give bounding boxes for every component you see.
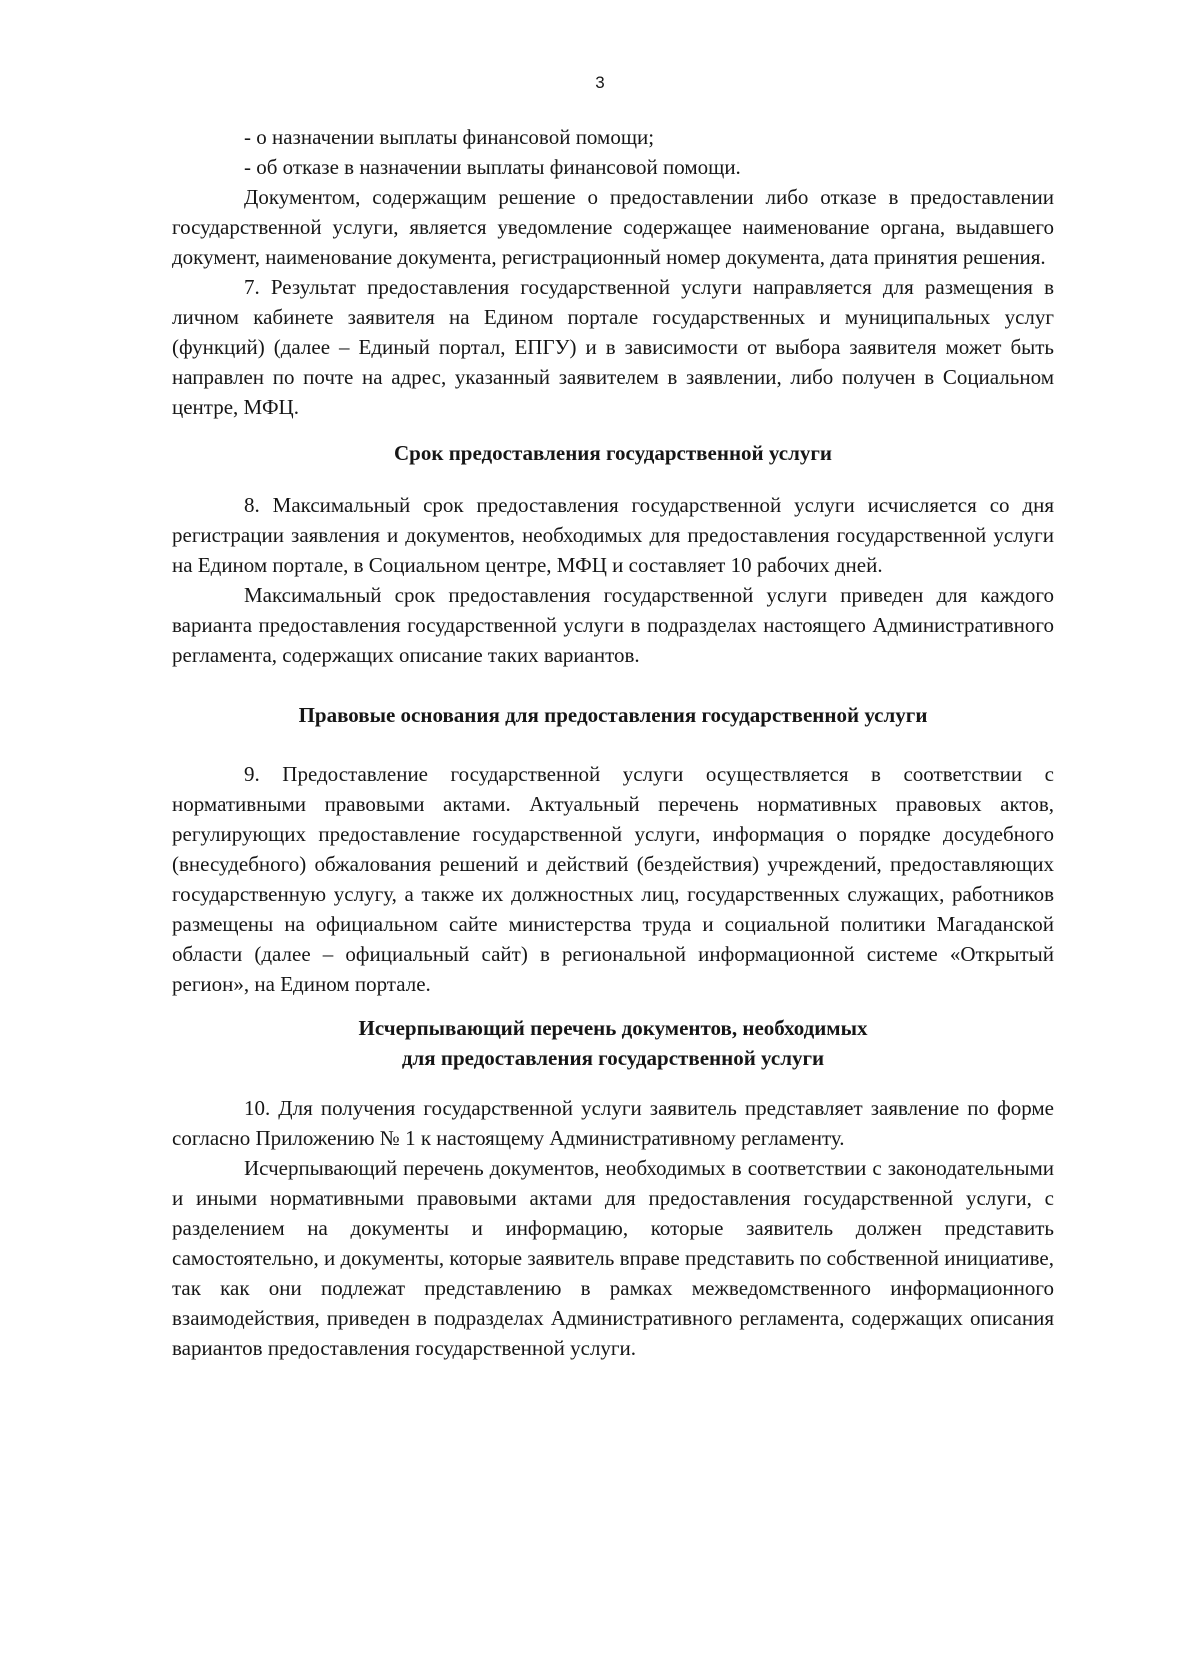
paragraph-max-term: Максимальный срок предоставления государственной услуги приведен для каждого варианта предоставления государственной услуги в подразделах настоящего Административного регламента, содержащих описание таких вариантов. [172, 583, 1054, 667]
paragraph-10: 10. Для получения государственной услуги заявитель представляет заявление по форме согласно Приложению № 1 к настоящему Административному регламенту. [172, 1096, 1054, 1150]
paragraph-7: 7. Результат предоставления государственной услуги направляется для размещения в личном кабинете заявителя на Едином портале государственных и муниципальных услуг (функций) (далее – Единый портал, ЕПГУ) и в зависимости от выбора заявителя может быть направлен по почте на адрес, указанный заявителем в заявлении, либо получен в Социальном центре, МФЦ. [172, 275, 1054, 419]
page-content [172, 122, 1054, 1363]
page-number: 3 [595, 73, 605, 92]
paragraph-decision-document: Документом, содержащим решение о предоставлении либо отказе в предоставлении государственной услуги, является уведомление содержащее наименование органа, выдавшего документ, наименование документа, регистрационный номер документа, дата принятия решения. [172, 185, 1054, 269]
paragraph-documents-list: Исчерпывающий перечень документов, необходимых в соответствии с законодательными и иными нормативными правовыми актами для предоставления государственной услуги, с разделением на документы и информацию, которые заявитель должен представить самостоятельно, и документы, которые заявитель вправе представить по собственной инициативе, так как они подлежат представлению в рамках межведомственного информационного взаимодействия, приведен в подразделах Административного регламента, содержащих описания вариантов предоставления государственной услуги. [172, 1156, 1054, 1360]
paragraph-9: 9. Предоставление государственной услуги осуществляется в соответствии с нормативными правовыми актами. Актуальный перечень нормативных правовых актов, регулирующих предоставление государственной услуги, информация о порядке досудебного (внесудебного) обжалования решений и действий (бездействия) учреждений, предоставляющих государственную услугу, а также их должностных лиц, государственных служащих, работников размещены на официальном сайте министерства труда и социальной политики Магаданской области (далее – официальный сайт) в региональной информационной системе «Открытый регион», на Едином портале. [172, 762, 1054, 996]
result-option-refuse: - об отказе в назначении выплаты финансовой помощи. [244, 155, 741, 179]
paragraph-8: 8. Максимальный срок предоставления государственной услуги исчисляется со дня регистрации заявления и документов, необходимых для предоставления государственной услуги на Едином портале, в Социальном центре, МФЦ и составляет 10 рабочих дней. [172, 493, 1054, 577]
heading-legal-basis: Правовые основания для предоставления государственной услуги [298, 703, 928, 727]
heading-documents-line1: Исчерпывающий перечень документов, необходимых [358, 1016, 868, 1040]
heading-documents-line2: для предоставления государственной услуги [401, 1046, 825, 1070]
result-option-approve: - о назначении выплаты финансовой помощи; [244, 125, 655, 149]
heading-term: Срок предоставления государственной услуги [394, 441, 832, 465]
